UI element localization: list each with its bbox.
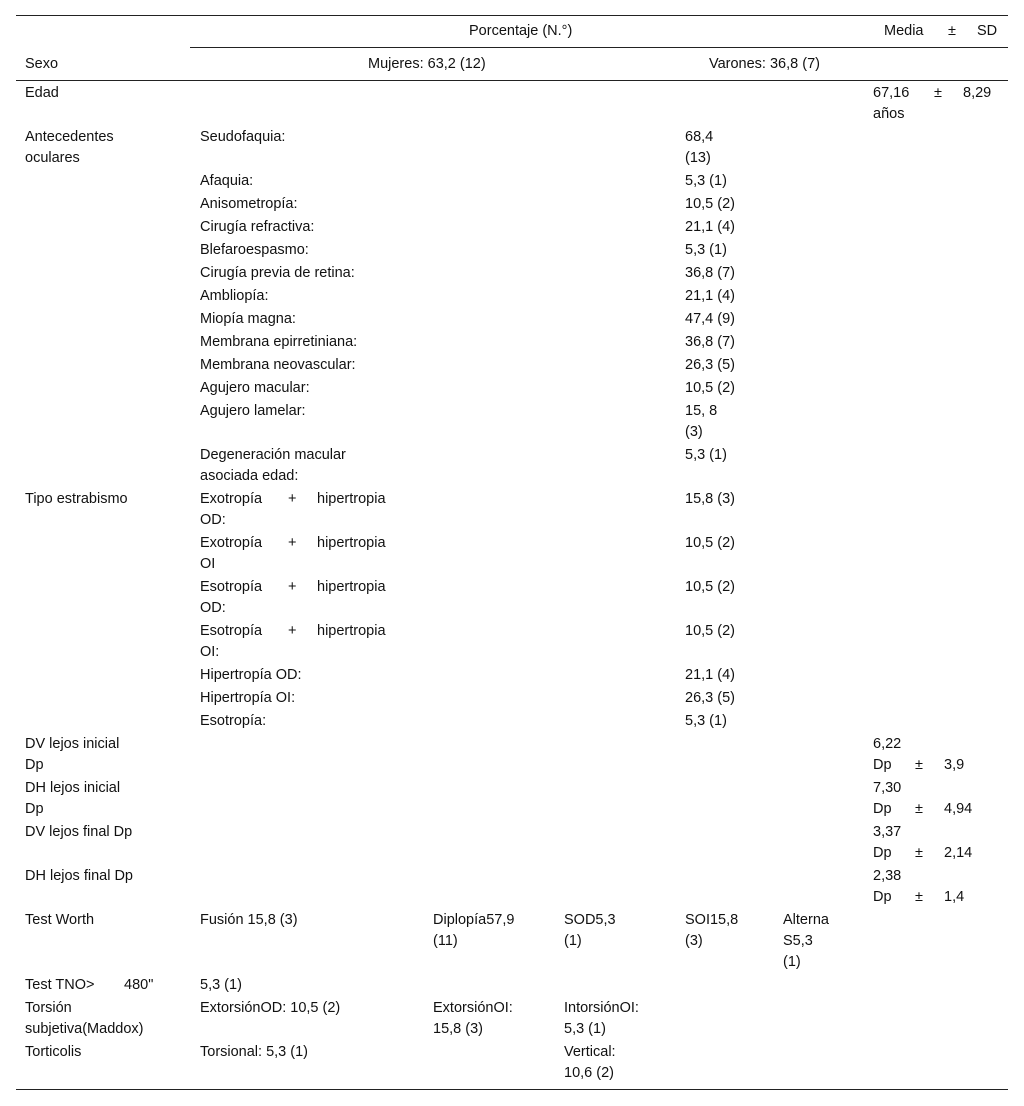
desviacion-plus-minus: ± [915, 757, 923, 773]
worth-sod-2: (1) [564, 933, 582, 949]
antecedente-value: 15, 8 [685, 403, 718, 419]
bottom-rule [16, 1089, 1008, 1090]
row-label-dh-final: DH lejos final Dp [25, 868, 133, 884]
antecedente-name: Agujero macular: [200, 380, 310, 396]
estrabismo-word-2: + [288, 623, 297, 639]
antecedente-name: Cirugía previa de retina: [200, 265, 355, 281]
antecedente-value: 5,3 (1) [685, 173, 727, 189]
header-plus-minus: ± [948, 23, 956, 39]
estrabismo-word-3: hipertropia [317, 623, 386, 639]
antecedente-name: Membrana epirretiniana: [200, 334, 358, 350]
torsion-extorsion-oi-2: 15,8 (3) [433, 1021, 483, 1037]
estrabismo-word-3: hipertropia [317, 579, 386, 595]
worth-sod: SOD5,3 [564, 912, 616, 928]
desviacion-unit: Dp [873, 801, 892, 817]
antecedente-name: Agujero lamelar: [200, 403, 306, 419]
desviacion-sd: 3,9 [944, 757, 965, 773]
desviacion-sd: 1,4 [944, 889, 965, 905]
edad-media: 67,16 [873, 85, 910, 101]
antecedente-name: Afaquia: [200, 173, 254, 189]
estrabismo-simple-name: Hipertropía OI: [200, 690, 296, 706]
estrabismo-word-4: OI [200, 556, 216, 572]
antecedente-value: 36,8 (7) [685, 265, 735, 281]
antecedente-name: Cirugía refractiva: [200, 219, 315, 235]
worth-soi-2: (3) [685, 933, 703, 949]
antecedente-value: 10,5 (2) [685, 196, 735, 212]
header-sexo: Sexo [25, 56, 59, 72]
edad-plus-minus: ± [934, 85, 942, 101]
estrabismo-simple-name: Esotropía: [200, 713, 267, 729]
row-label-test-tno-threshold: 480" [124, 977, 154, 993]
antecedente-value: 68,4 [685, 129, 714, 145]
edad-unit: años [873, 106, 905, 122]
row-label-dv-final: DV lejos final Dp [25, 824, 133, 840]
row-label-torsion: Torsión [25, 1000, 72, 1016]
antecedente-name-2: asociada edad: [200, 468, 299, 484]
top-rule [16, 15, 1008, 16]
header-bottom-rule [16, 80, 1008, 81]
estrabismo-simple-value: 5,3 (1) [685, 713, 727, 729]
torticolis-vertical-2: 10,6 (2) [564, 1065, 614, 1081]
estrabismo-simple-name: Hipertropía OD: [200, 667, 302, 683]
estrabismo-simple-value: 26,3 (5) [685, 690, 735, 706]
row-label-torticolis: Torticolis [25, 1044, 82, 1060]
estrabismo-value: 10,5 (2) [685, 579, 735, 595]
worth-diplopia: Diplopía57,9 [433, 912, 515, 928]
desviacion-media: 6,22 [873, 736, 902, 752]
row-label-antecedentes-2: oculares [25, 150, 80, 166]
antecedente-value: 47,4 (9) [685, 311, 735, 327]
estrabismo-word-2: + [288, 579, 297, 595]
worth-diplopia-2: (11) [433, 933, 458, 949]
estrabismo-word-3: hipertropia [317, 491, 386, 507]
antecedente-value: 26,3 (5) [685, 357, 735, 373]
torticolis-torsional: Torsional: 5,3 (1) [200, 1044, 308, 1060]
antecedente-value: 10,5 (2) [685, 380, 735, 396]
desviacion-sd: 4,94 [944, 801, 973, 817]
estrabismo-value: 10,5 (2) [685, 623, 735, 639]
header-divider [190, 47, 1008, 48]
estrabismo-value: 10,5 (2) [685, 535, 735, 551]
torsion-intorsion-oi: IntorsiónOI: [564, 1000, 639, 1016]
desviacion-plus-minus: ± [915, 845, 923, 861]
row-label-test-worth: Test Worth [25, 912, 95, 928]
header-mujeres: Mujeres: 63,2 (12) [368, 56, 486, 72]
row-label-antecedentes: Antecedentes [25, 129, 114, 145]
antecedente-value: 21,1 (4) [685, 288, 735, 304]
estrabismo-word-1: Esotropía [200, 579, 263, 595]
row-label-dv-inicial: DV lejos inicial [25, 736, 120, 752]
estrabismo-value: 15,8 (3) [685, 491, 735, 507]
row-label-edad: Edad [25, 85, 59, 101]
header-sd: SD [977, 23, 998, 39]
estrabismo-simple-value: 21,1 (4) [685, 667, 735, 683]
estrabismo-word-1: Esotropía [200, 623, 263, 639]
torsion-extorsion-oi: ExtorsiónOI: [433, 1000, 513, 1016]
torsion-extorsion-od: ExtorsiónOD: 10,5 (2) [200, 1000, 341, 1016]
header-porcentaje: Porcentaje (N.°) [469, 23, 573, 39]
estrabismo-word-3: hipertropia [317, 535, 386, 551]
row-label-dv-inicial-unit: Dp [25, 757, 44, 773]
antecedente-value: 5,3 (1) [685, 242, 727, 258]
antecedente-value-2: (13) [685, 150, 711, 166]
antecedente-name: Blefaroespasmo: [200, 242, 309, 258]
desviacion-unit: Dp [873, 757, 892, 773]
row-label-torsion-2: subjetiva(Maddox) [25, 1021, 144, 1037]
desviacion-plus-minus: ± [915, 801, 923, 817]
row-label-dh-inicial: DH lejos inicial [25, 780, 121, 796]
antecedente-name: Degeneración macular [200, 447, 346, 463]
edad-sd: 8,29 [963, 85, 992, 101]
desviacion-sd: 2,14 [944, 845, 973, 861]
antecedente-name: Miopía magna: [200, 311, 296, 327]
row-label-dh-inicial-unit: Dp [25, 801, 44, 817]
desviacion-unit: Dp [873, 889, 892, 905]
tno-value: 5,3 (1) [200, 977, 242, 993]
header-media: Media [884, 23, 924, 39]
worth-alterna: Alterna [783, 912, 829, 928]
row-label-estrabismo: Tipo estrabismo [25, 491, 128, 507]
estrabismo-word-4: OI: [200, 644, 220, 660]
worth-soi: SOI15,8 [685, 912, 739, 928]
estrabismo-word-1: Exotropía [200, 491, 263, 507]
antecedente-value-2: (3) [685, 424, 703, 440]
desviacion-media: 3,37 [873, 824, 902, 840]
worth-alterna-3: (1) [783, 954, 801, 970]
desviacion-media: 7,30 [873, 780, 902, 796]
torsion-intorsion-oi-2: 5,3 (1) [564, 1021, 606, 1037]
worth-fusion: Fusión 15,8 (3) [200, 912, 298, 928]
antecedente-value: 5,3 (1) [685, 447, 727, 463]
estrabismo-word-4: OD: [200, 600, 226, 616]
estrabismo-word-4: OD: [200, 512, 226, 528]
antecedente-value: 36,8 (7) [685, 334, 735, 350]
worth-alterna-2: S5,3 [783, 933, 813, 949]
estrabismo-word-1: Exotropía [200, 535, 263, 551]
antecedente-name: Anisometropía: [200, 196, 298, 212]
antecedente-value: 21,1 (4) [685, 219, 735, 235]
antecedente-name: Seudofaquia: [200, 129, 286, 145]
estrabismo-word-2: + [288, 535, 297, 551]
estrabismo-word-2: + [288, 491, 297, 507]
desviacion-media: 2,38 [873, 868, 902, 884]
torticolis-vertical: Vertical: [564, 1044, 616, 1060]
antecedente-name: Ambliopía: [200, 288, 269, 304]
header-varones: Varones: 36,8 (7) [709, 56, 820, 72]
row-label-test-tno: Test TNO> [25, 977, 95, 993]
desviacion-plus-minus: ± [915, 889, 923, 905]
desviacion-unit: Dp [873, 845, 892, 861]
antecedente-name: Membrana neovascular: [200, 357, 356, 373]
